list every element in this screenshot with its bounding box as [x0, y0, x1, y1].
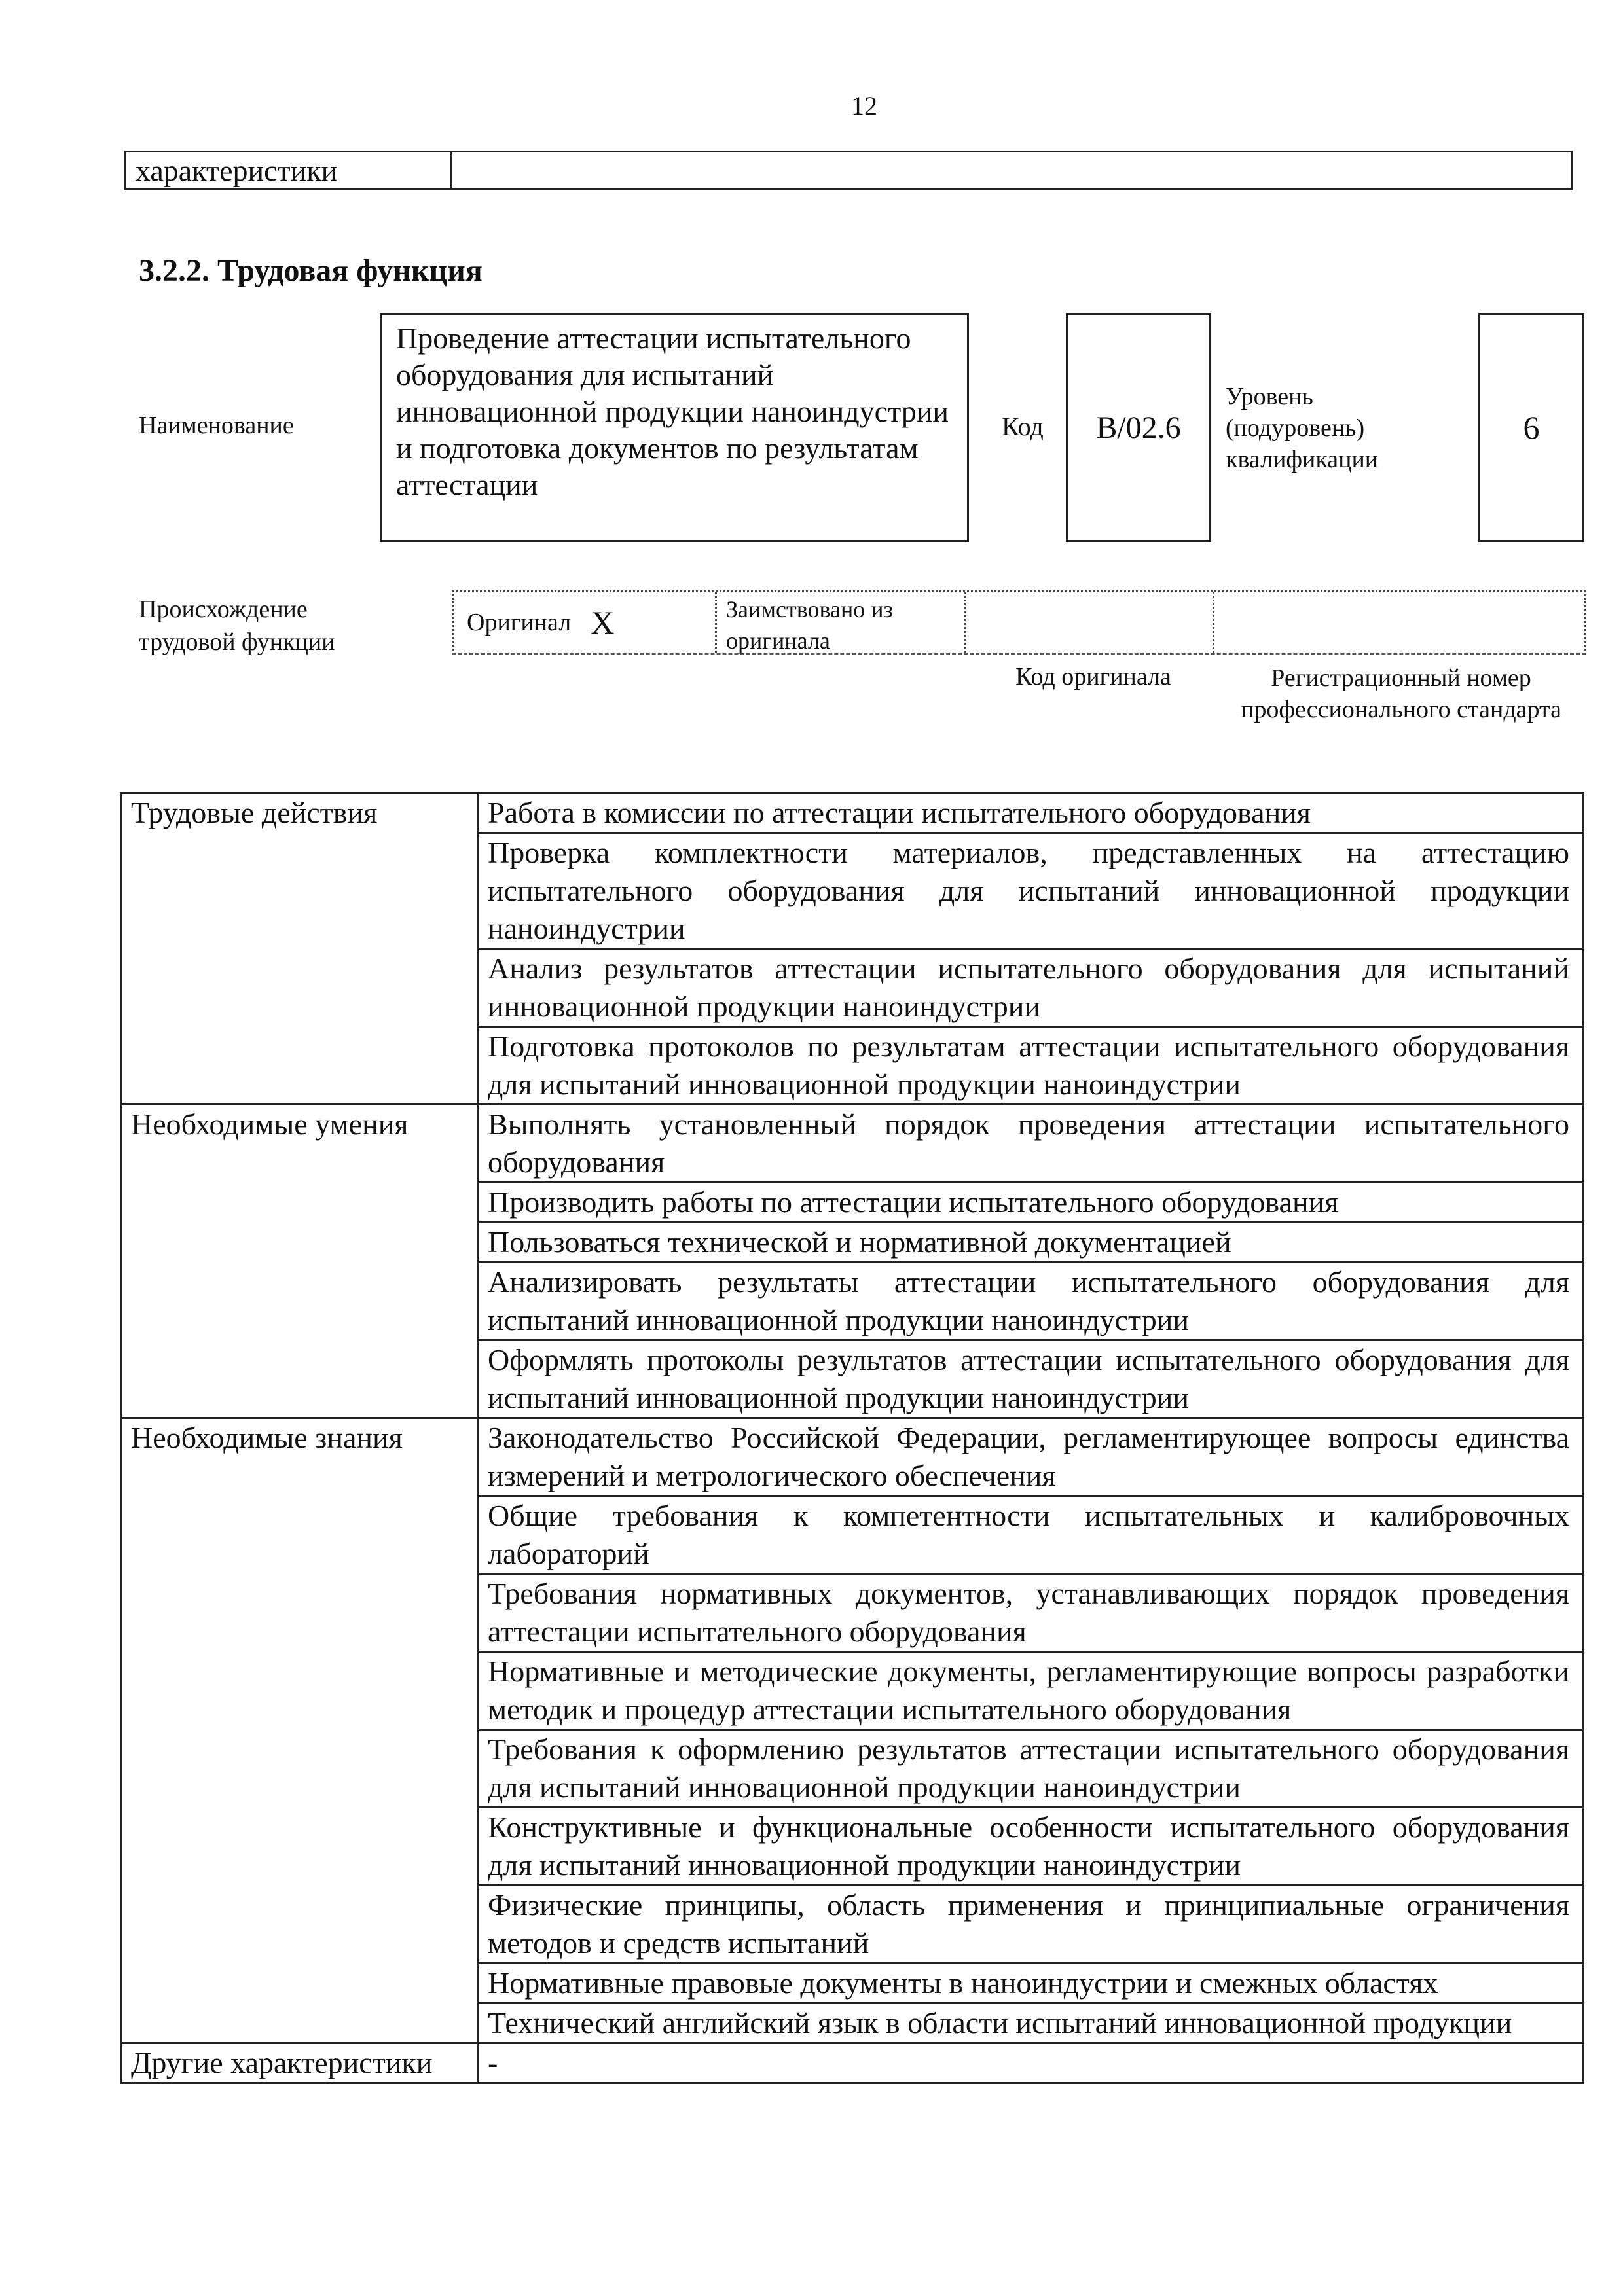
row-group-label: Трудовые действия — [121, 793, 478, 1105]
code-label: Код — [1002, 412, 1044, 441]
origin-original-cell — [454, 592, 717, 653]
row-group-label: Необходимые умения — [121, 1105, 478, 1418]
row-item: Требования к оформлению результатов аттестации испытательного оборудования для испытаний инновационной продукции наноиндустрии — [478, 1730, 1584, 1808]
origin-table — [452, 590, 1586, 655]
row-group-label: Необходимые знания — [121, 1418, 478, 2043]
page-number: 12 — [851, 91, 877, 120]
table-row — [121, 1418, 1584, 1496]
original-code-caption: Код оригинала — [1015, 663, 1171, 691]
original-code-cell — [966, 592, 1214, 653]
origin-label: Происхождение трудовой функции — [139, 596, 335, 656]
table-row — [121, 1105, 1584, 1183]
name-label: Наименование — [139, 412, 294, 439]
row-item: Технический английский язык в области испытаний инновационной продукции — [478, 2003, 1584, 2043]
row-item: - — [478, 2043, 1584, 2083]
section-title: 3.2.2. Трудовая функция — [139, 253, 483, 288]
row-item: Выполнять установленный порядок проведения аттестации испытательного оборудования — [478, 1105, 1584, 1183]
row-item: Работа в комиссии по аттестации испытательного оборудования — [478, 793, 1584, 833]
original-label: Оригинал — [467, 609, 572, 636]
table-row — [121, 2043, 1584, 2083]
row-item: Подготовка протоколов по результатам аттестации испытательного оборудования для испытаний инновационной продукции наноиндустрии — [478, 1027, 1584, 1105]
level-label: Уровень (подуровень) квалификации — [1226, 383, 1379, 473]
row-item: Анализ результатов аттестации испытательного оборудования для испытаний инновационной продукции наноиндустрии — [478, 949, 1584, 1027]
row-item: Нормативные и методические документы, регламентирующие вопросы разработки методик и процедур аттестации испытательного оборудования — [478, 1652, 1584, 1730]
row-item: Нормативные правовые документы в наноиндустрии и смежных областях — [478, 1964, 1584, 2003]
continuation-value — [452, 152, 1571, 188]
original-mark: X — [591, 604, 615, 641]
reg-number-caption: Регистрационный номер профессионального стандарта — [1241, 664, 1561, 723]
continuation-table — [124, 151, 1573, 190]
row-item: Физические принципы, область применения и принципиальные ограничения методов и средств испытаний — [478, 1886, 1584, 1964]
row-item: Конструктивные и функциональные особенности испытательного оборудования для испытаний инновационной продукции наноиндустрии — [478, 1808, 1584, 1886]
row-item: Законодательство Российской Федерации, регламентирующее вопросы единства измерений и метрологического обеспечения — [478, 1418, 1584, 1496]
row-group-label: Другие характеристики — [121, 2043, 478, 2083]
function-name-box: Проведение аттестации испытательного оборудования для испытаний инновационной продукции наноиндустрии и подготовка документов по результатам аттестации — [380, 313, 969, 542]
row-item: Производить работы по аттестации испытательного оборудования — [478, 1183, 1584, 1223]
table-row — [121, 793, 1584, 833]
reg-number-cell — [1214, 592, 1584, 653]
row-item: Оформлять протоколы результатов аттестации испытательного оборудования для испытаний инновационной продукции наноиндустрии — [478, 1340, 1584, 1418]
continuation-label: характеристики — [126, 152, 452, 188]
row-item: Проверка комплектности материалов, представленных на аттестацию испытательного оборудования для испытаний инновационной продукции наноиндустрии — [478, 833, 1584, 949]
row-item: Требования нормативных документов, устанавливающих порядок проведения аттестации испытательного оборудования — [478, 1574, 1584, 1652]
borrowed-label: Заимствовано из оригинала — [717, 592, 966, 653]
level-value-box: 6 — [1478, 313, 1584, 542]
row-item: Анализировать результаты аттестации испытательного оборудования для испытаний инновационной продукции наноиндустрии — [478, 1263, 1584, 1340]
row-item: Общие требования к компетентности испытательных и калибровочных лабораторий — [478, 1496, 1584, 1574]
code-value-box: B/02.6 — [1066, 313, 1211, 542]
row-item: Пользоваться технической и нормативной документацией — [478, 1223, 1584, 1263]
function-details-table — [120, 792, 1584, 2084]
